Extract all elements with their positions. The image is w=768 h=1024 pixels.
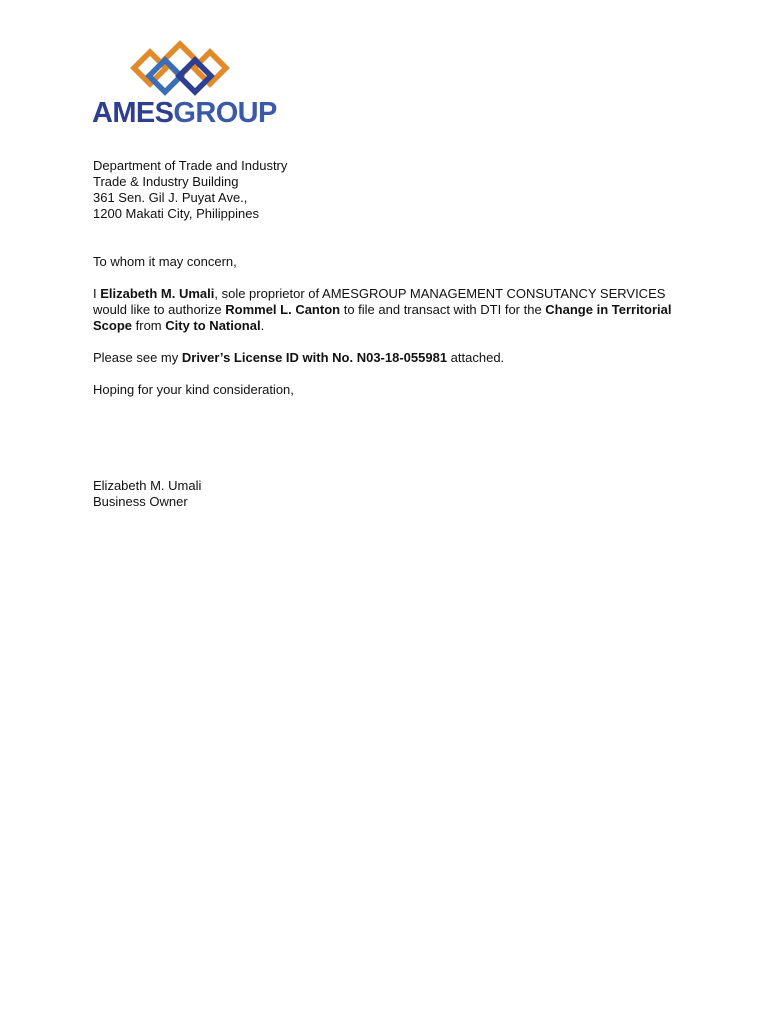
- logo-word-ames: AMES: [92, 97, 174, 129]
- address-line-3: 361 Sen. Gil J. Puyat Ave.,: [93, 190, 248, 205]
- body2-text-2: attached.: [447, 350, 505, 365]
- salutation: To whom it may concern,: [93, 254, 237, 269]
- address-line-4: 1200 Makati City, Philippines: [93, 206, 259, 221]
- body2-text-1: Please see my: [93, 350, 182, 365]
- closing-line: Hoping for your kind consideration,: [93, 382, 294, 397]
- body1-text-4: from: [132, 318, 166, 333]
- signatory-title: Business Owner: [93, 494, 188, 509]
- signature-block: [93, 478, 693, 510]
- company-logo: [92, 40, 282, 130]
- letter-body: [93, 158, 693, 510]
- body1-text-2: , sole proprietor of AMESGROUP MANAGEMENT CONSUTANCY SERVICES would like to authorize: [93, 286, 666, 317]
- body1-text-3: to file and transact with DTI for the: [340, 302, 546, 317]
- transaction-type: Change in Territorial Scope: [93, 302, 672, 333]
- attachment-paragraph: [93, 350, 693, 366]
- body1-text-5: .: [260, 318, 265, 333]
- proprietor-name: Elizabeth M. Umali: [100, 286, 215, 301]
- interlocking-diamonds-icon: [130, 40, 230, 96]
- license-id: Driver’s License ID with No. N03-18-055981: [181, 350, 448, 365]
- authorization-paragraph: [93, 286, 693, 334]
- body1-text-1: I: [93, 286, 101, 301]
- recipient-address: [93, 158, 693, 222]
- signatory-name: Elizabeth M. Umali: [93, 478, 202, 493]
- logo-wordmark: [92, 97, 277, 129]
- logo-word-group: GROUP: [173, 97, 277, 129]
- address-line-1: Department of Trade and Industry: [93, 158, 288, 173]
- scope-change: City to National: [165, 318, 261, 333]
- authorized-person-name: Rommel L. Canton: [225, 302, 341, 317]
- address-line-2: Trade & Industry Building: [93, 174, 239, 189]
